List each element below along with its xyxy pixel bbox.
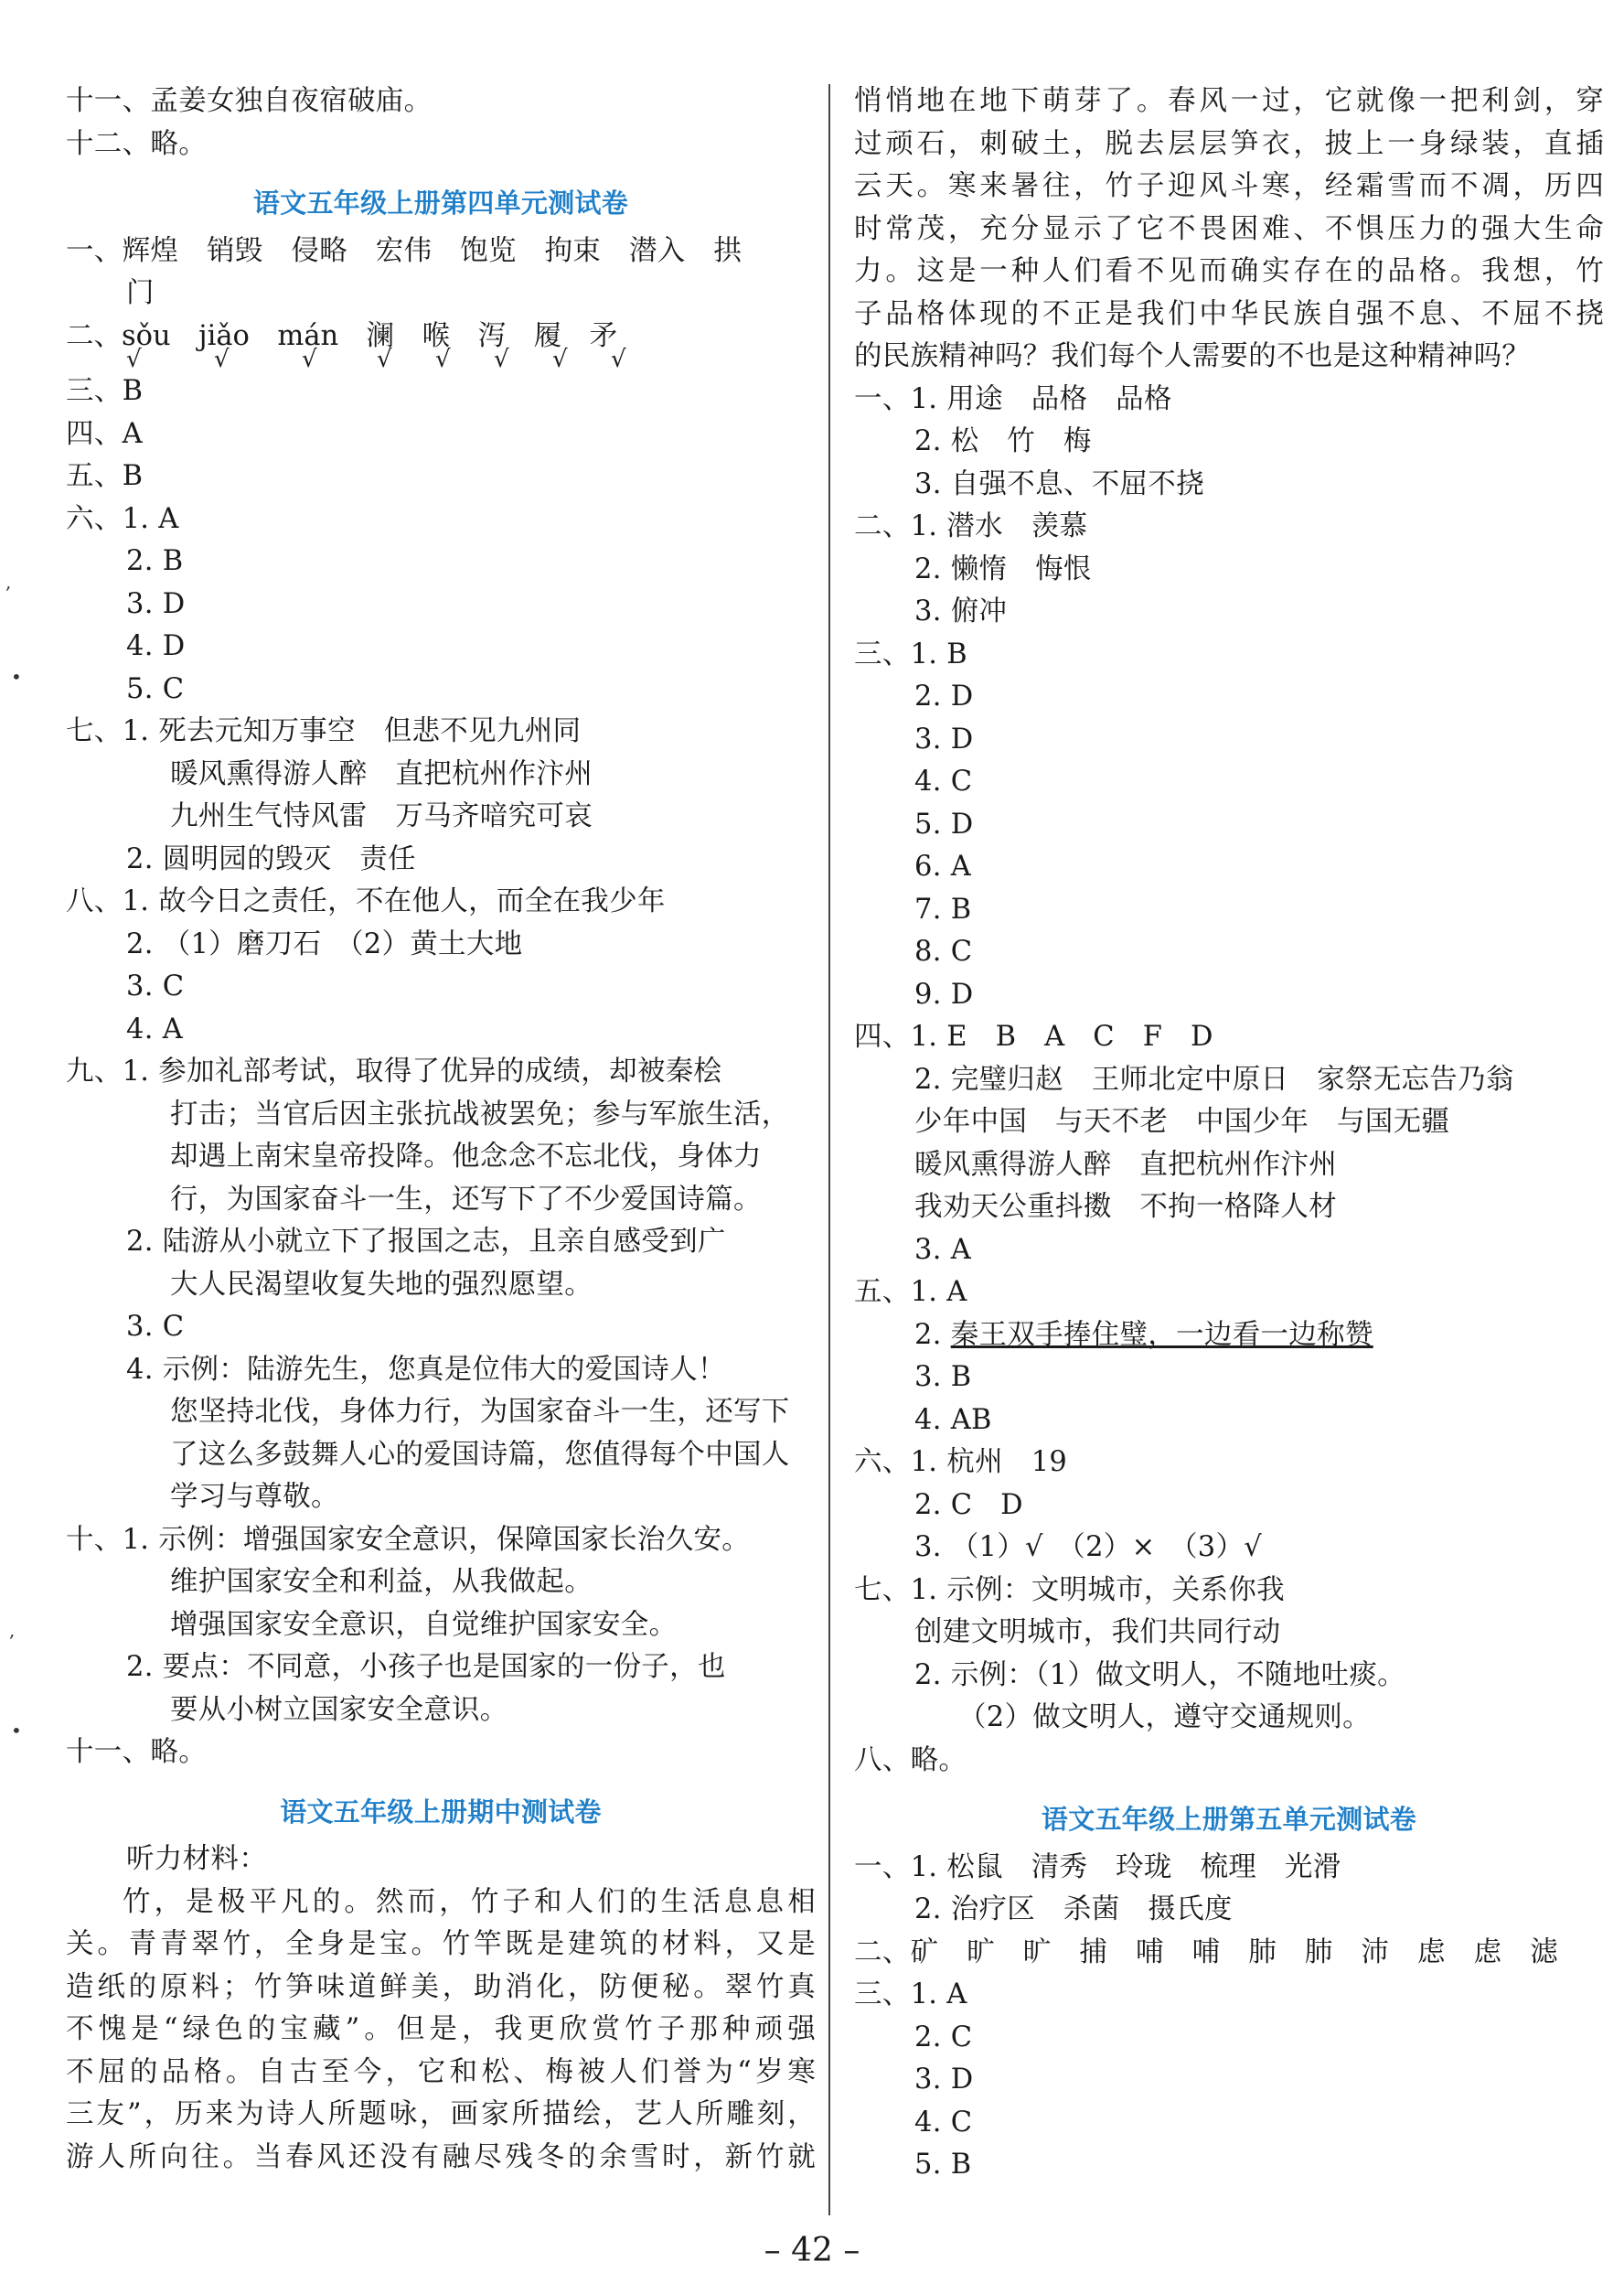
answer-line: 3. A bbox=[914, 1233, 972, 1266]
answer-line: 要从小树立国家安全意识。 bbox=[170, 1693, 508, 1726]
page-number: – 42 – bbox=[764, 2232, 860, 2269]
answer-line: 六、1. 杭州 19 bbox=[854, 1446, 1068, 1478]
answer-line: 2. 陆游从小就立下了报国之志，且亲自感受到广 bbox=[126, 1226, 726, 1258]
answer-line: 3. D bbox=[914, 723, 974, 756]
answer-line: 2. C bbox=[914, 2021, 973, 2053]
passage-line: 不愧是“绿色的宝藏”。但是，我更欣赏竹子那种顽强 bbox=[66, 2013, 816, 2045]
answer-line: 创建文明城市，我们共同行动 bbox=[914, 1616, 1281, 1648]
section-title-midterm: 语文五年级上册期中测试卷 bbox=[280, 1796, 602, 1828]
passage-line: 的民族精神吗？我们每个人需要的不也是这种精神吗？ bbox=[854, 340, 1531, 372]
answer-line: 我劝天公重抖擞 不拘一格降人材 bbox=[914, 1191, 1337, 1223]
answer-line: 三、1. A bbox=[854, 1978, 967, 2010]
answer-line: 四、A bbox=[66, 417, 143, 450]
left-column bbox=[66, 80, 816, 2179]
answer-line: 五、B bbox=[66, 460, 144, 492]
answer-line: 5. C bbox=[126, 672, 185, 705]
answer-line: 2. B bbox=[126, 545, 184, 577]
passage-line: 时常茂，充分显示了它不畏困难、不惧压力的强大生命 bbox=[854, 212, 1604, 245]
answer-line: 一、1. 用途 品格 品格 bbox=[854, 382, 1172, 415]
answer-line: 了这么多鼓舞人心的爱国诗篇，您值得每个中国人 bbox=[170, 1438, 790, 1471]
answer-line: 四、1. E B A C F D bbox=[854, 1021, 1213, 1053]
answer-line: 2. 松 竹 梅 bbox=[914, 425, 1092, 457]
passage-line: 游人所向往。当春风还没有融尽残冬的余雪时，新竹就 bbox=[66, 2140, 816, 2173]
answer-line: 您坚持北伐，身体力行，为国家奋斗一生，还写下 bbox=[170, 1396, 790, 1428]
margin-mark: , bbox=[9, 1619, 16, 1641]
answer-line: 六、1. A bbox=[66, 502, 179, 535]
answer-line: 暖风熏得游人醉 直把杭州作汴州 bbox=[914, 1148, 1337, 1181]
margin-mark: • bbox=[11, 666, 22, 688]
answer-line: 5. B bbox=[914, 2149, 972, 2181]
answer-number: 2. bbox=[914, 1318, 951, 1351]
check-mark: √ bbox=[214, 346, 230, 373]
answer-line: 3. （1）√ （2）× （3）√ bbox=[914, 1531, 1263, 1563]
answer-line: 4. A bbox=[126, 1013, 184, 1045]
answer-line: 维护国家安全和利益，从我做起。 bbox=[170, 1566, 593, 1598]
answer-line: 2. 懒惰 悔恨 bbox=[914, 552, 1092, 585]
check-mark: √ bbox=[435, 346, 451, 373]
passage-line: 不屈的品格。自古至今，它和松、梅被人们誉为“岁寒 bbox=[66, 2055, 816, 2088]
check-mark: √ bbox=[302, 346, 317, 373]
answer-line: 三、1. B bbox=[854, 638, 968, 670]
answer-line: 5. D bbox=[914, 808, 974, 841]
answer-line: 4. 示例：陆游先生，您真是位伟大的爱国诗人！ bbox=[126, 1353, 726, 1386]
check-mark: √ bbox=[377, 346, 392, 373]
answer-line: 2. 示例：（1）做文明人，不随地吐痰。 bbox=[914, 1658, 1405, 1691]
right-column bbox=[854, 80, 1604, 2187]
answer-line: 少年中国 与天不老 中国少年 与国无疆 bbox=[914, 1106, 1450, 1138]
passage-line: 力。这是一种人们看不见而确实存在的品格。我想，竹 bbox=[854, 255, 1604, 287]
check-mark: √ bbox=[611, 346, 626, 373]
answer-line: 4. C bbox=[914, 766, 973, 798]
section-title-unit4: 语文五年级上册第四单元测试卷 bbox=[252, 188, 629, 219]
answer-line: （2）做文明人，遵守交通规则。 bbox=[958, 1701, 1371, 1733]
answer-line: 五、1. A bbox=[854, 1276, 967, 1308]
answer-line: 7. B bbox=[914, 893, 972, 926]
passage-line: 子品格体现的不正是我们中华民族自强不息、不屈不挠 bbox=[854, 297, 1604, 330]
margin-mark: , bbox=[5, 571, 12, 593]
answer-line: 二、1. 潜水 羡慕 bbox=[854, 510, 1088, 542]
check-mark: √ bbox=[126, 346, 142, 373]
answer-line: 2. D bbox=[914, 681, 974, 713]
column-divider bbox=[828, 84, 830, 2215]
passage-line: 悄悄地在地下萌芽了。春风一过，它就像一把利剑，穿 bbox=[854, 85, 1604, 117]
margin-mark: • bbox=[11, 1720, 22, 1742]
answer-line: 打击；当官后因主张抗战被罢免；参与军旅生活， bbox=[170, 1098, 790, 1131]
answer-line: 十一、孟姜女独自夜宿破庙。 bbox=[66, 85, 433, 117]
answer-line: 九、1. 参加礼部考试，取得了优异的成绩，却被秦桧 bbox=[66, 1056, 722, 1088]
answer-line-pinyin: 二、sǒu jiǎo mán 澜 喉 泻 履 矛 bbox=[66, 319, 618, 352]
answer-line: 3. D bbox=[126, 587, 186, 620]
answer-line: 9. D bbox=[914, 978, 974, 1011]
answer-line: 4. AB bbox=[914, 1403, 992, 1436]
listening-label: 听力材料： bbox=[126, 1843, 267, 1875]
answer-line: 一、1. 松鼠 清秀 玲珑 梳理 光滑 bbox=[854, 1850, 1341, 1883]
passage-line: 竹，是极平凡的。然而，竹子和人们的生活息息相 bbox=[123, 1885, 816, 1918]
answer-line: 一、辉煌 销毁 侵略 宏伟 饱览 拘束 潜入 拱 bbox=[66, 234, 743, 267]
passage-line: 关。青青翠竹，全身是宝。竹竿既是建筑的材料，又是 bbox=[66, 1928, 816, 1960]
answer-line: 二、矿 旷 旷 捕 哺 哺 肺 肺 沛 虑 虑 滤 bbox=[854, 1935, 1558, 1968]
answer-line: 十一、略。 bbox=[66, 1736, 207, 1768]
answer-line: 3. C bbox=[126, 1311, 185, 1343]
answer-line: 2. 治疗区 杀菌 摄氏度 bbox=[914, 1893, 1233, 1925]
answer-line: 七、1. 死去元知万事空 但悲不见九州同 bbox=[66, 715, 582, 747]
answer-line: 2. 要点：不同意，小孩子也是国家的一份子，也 bbox=[126, 1651, 726, 1683]
answer-line: 十、1. 示例：增强国家安全意识，保障国家长治久安。 bbox=[66, 1523, 751, 1556]
answer-line bbox=[854, 1314, 1604, 1357]
answer-line: 8. C bbox=[914, 936, 973, 968]
answer-line: 2. C D bbox=[914, 1488, 1023, 1521]
answer-line: 4. C bbox=[914, 2106, 973, 2139]
answer-line: 行，为国家奋斗一生，还写下了不少爱国诗篇。 bbox=[170, 1183, 762, 1216]
answer-line: 3. C bbox=[126, 970, 185, 1002]
answer-line: 三、B bbox=[66, 375, 144, 407]
answer-line: 3. D bbox=[914, 2064, 974, 2096]
answer-line: 十二、略。 bbox=[66, 127, 207, 160]
answer-line: 2. 完璧归赵 王师北定中原日 家祭无忘告乃翁 bbox=[914, 1063, 1514, 1096]
answer-line: 八、略。 bbox=[854, 1743, 967, 1776]
answer-line: 4. D bbox=[126, 630, 186, 662]
answer-line: 七、1. 示例：文明城市，关系你我 bbox=[854, 1573, 1285, 1606]
answer-line: 2. （1）磨刀石 （2）黄土大地 bbox=[126, 927, 523, 960]
underlined-answer: 秦王双手捧住璧，一边看一边称赞 bbox=[950, 1318, 1373, 1351]
answer-line: 3. 俯冲 bbox=[914, 595, 1008, 627]
answer-line: 门 bbox=[126, 277, 155, 309]
passage-line: 造纸的原料；竹笋味道鲜美，助消化，防便秘。翠竹真 bbox=[66, 1970, 816, 2003]
answer-line: 九州生气恃风雷 万马齐喑究可哀 bbox=[170, 800, 593, 832]
answer-line: 八、1. 故今日之责任，不在他人，而全在我少年 bbox=[66, 885, 666, 917]
passage-line: 过顽石，刺破土，脱去层层笋衣，披上一身绿装，直插 bbox=[854, 127, 1604, 160]
answer-line: 6. A bbox=[914, 851, 972, 883]
section-title-unit5: 语文五年级上册第五单元测试卷 bbox=[1041, 1804, 1417, 1835]
passage-line: 云天。寒来暑往，竹子迎风斗寒，经霜雪而不凋，历四 bbox=[854, 170, 1604, 202]
answer-line: 3. 自强不息、不屈不挠 bbox=[914, 467, 1204, 500]
answer-line: 学习与尊敬。 bbox=[170, 1481, 339, 1513]
answer-line: 暖风熏得游人醉 直把杭州作汴州 bbox=[170, 757, 593, 790]
answer-line: 大人民渴望收复失地的强烈愿望。 bbox=[170, 1268, 593, 1301]
passage-line: 三友”，历来为诗人所题咏，画家所描绘，艺人所雕刻， bbox=[66, 2098, 816, 2130]
check-mark: √ bbox=[494, 346, 509, 373]
check-marks bbox=[66, 346, 816, 373]
answer-line: 3. B bbox=[914, 1361, 972, 1393]
answer-line: 却遇上南宋皇帝投降。他念念不忘北伐，身体力 bbox=[170, 1141, 762, 1173]
answer-line: 2. 圆明园的毁灭 责任 bbox=[126, 842, 416, 875]
answer-line: 增强国家安全意识，自觉维护国家安全。 bbox=[170, 1608, 678, 1641]
check-mark: √ bbox=[552, 346, 568, 373]
